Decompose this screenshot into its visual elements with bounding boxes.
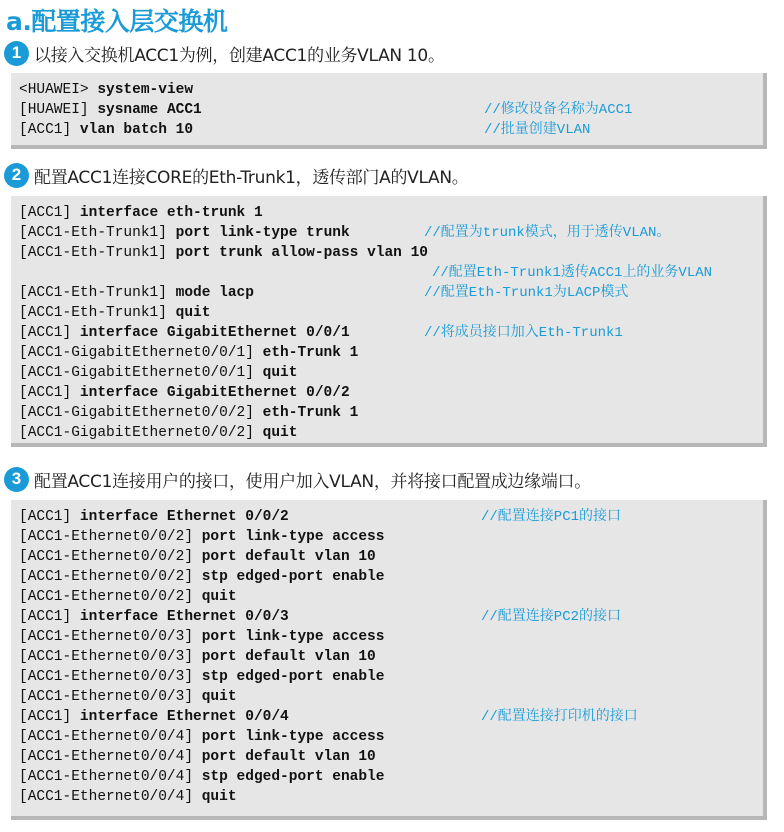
code-line [19,687,237,707]
code-line [19,707,289,727]
cli-command: eth-Trunk 1 [262,405,359,421]
code-comment: //修改设备名称为ACC1 [484,102,633,118]
cli-prompt: [ACC1] [19,325,80,341]
code-line [19,223,350,243]
code-line [19,527,384,547]
code-line [19,667,384,687]
cli-prompt: [ACC1-Ethernet0/0/3] [19,629,202,645]
cli-command: interface Ethernet 0/0/2 [79,509,289,525]
page-title: a.配置接入层交换机 [6,7,228,36]
cli-command: interface GigabitEthernet 0/0/1 [79,325,350,341]
cli-command: mode lacp [175,285,254,301]
cli-command: interface eth-trunk 1 [79,205,263,221]
cli-prompt: <HUAWEI> [19,82,98,98]
cli-command: stp edged-port enable [201,669,385,685]
code-comment: //配置Eth-Trunk1为LACP模式 [424,285,629,301]
code-line [19,203,263,223]
code-comment: //配置为trunk模式，用于透传VLAN。 [424,225,671,241]
code-line [19,383,350,403]
cli-prompt: [ACC1-Ethernet0/0/3] [19,649,202,665]
cli-command: quit [175,305,211,321]
cli-prompt: [ACC1-Ethernet0/0/3] [19,669,202,685]
code-line [19,767,384,787]
cli-command: eth-Trunk 1 [262,345,359,361]
cli-command: port link-type access [201,729,385,745]
step-number-badge: 2 [4,163,29,188]
code-line [19,343,358,363]
step-text: 配置ACC1连接用户的接口，使用户加入VLAN，并将接口配置成边缘端口。 [34,471,591,492]
cli-prompt: [ACC1-Ethernet0/0/4] [19,729,202,745]
cli-command: port default vlan 10 [201,749,376,765]
cli-command: quit [201,689,237,705]
cli-command: interface Ethernet 0/0/4 [79,709,289,725]
cli-prompt: [ACC1-Ethernet0/0/4] [19,769,202,785]
code-line [19,243,428,263]
step-number-badge: 3 [4,467,29,492]
code-comment: //配置连接PC2的接口 [481,609,622,625]
code-line [19,283,254,303]
cli-prompt: [ACC1] [19,609,80,625]
cli-command: sysname ACC1 [97,102,202,118]
code-comment: //配置连接PC1的接口 [481,509,622,525]
cli-prompt: [ACC1] [19,709,80,725]
code-line [19,727,384,747]
cli-prompt: [ACC1-Ethernet0/0/2] [19,529,202,545]
step-text: 以接入交换机ACC1为例，创建ACC1的业务VLAN 10。 [34,45,445,66]
cli-prompt: [ACC1-Eth-Trunk1] [19,305,176,321]
cli-prompt: [ACC1] [19,385,80,401]
code-line [19,567,384,587]
code-comment: //配置Eth-Trunk1透传ACC1上的业务VLAN [432,265,713,281]
cli-prompt: [ACC1-Ethernet0/0/2] [19,569,202,585]
code-line [19,323,350,343]
cli-command: stp edged-port enable [201,769,385,785]
cli-command: port default vlan 10 [201,549,376,565]
step-1-heading [4,40,445,66]
code-line [19,303,210,323]
cli-prompt: [ACC1-GigabitEthernet0/0/1] [19,365,263,381]
cli-prompt: [ACC1-Ethernet0/0/3] [19,689,202,705]
cli-prompt: [ACC1-Eth-Trunk1] [19,285,176,301]
step-3-heading [4,466,591,492]
cli-prompt: [HUAWEI] [19,102,98,118]
code-comment: //将成员接口加入Eth-Trunk1 [424,325,623,341]
code-comment: //配置连接打印机的接口 [481,709,638,725]
code-comment: //批量创建VLAN [484,122,591,138]
cli-command: quit [262,425,298,441]
cli-prompt: [ACC1-Ethernet0/0/4] [19,749,202,765]
cli-command: port link-type trunk [175,225,350,241]
code-line [19,120,193,140]
cli-command: system-view [97,82,194,98]
cli-prompt: [ACC1-Ethernet0/0/2] [19,589,202,605]
cli-command: port link-type access [201,529,385,545]
code-line [19,627,384,647]
code-line [19,80,193,100]
cli-command: quit [262,365,298,381]
cli-command: interface GigabitEthernet 0/0/2 [79,385,350,401]
code-line [19,747,376,767]
code-line [19,403,358,423]
cli-prompt: [ACC1] [19,205,80,221]
cli-prompt: [ACC1-Eth-Trunk1] [19,225,176,241]
cli-prompt: [ACC1] [19,122,80,138]
cli-command: port default vlan 10 [201,649,376,665]
code-line [19,423,297,443]
cli-prompt: [ACC1] [19,509,80,525]
code-line [19,547,376,567]
cli-prompt: [ACC1-GigabitEthernet0/0/2] [19,405,263,421]
cli-prompt: [ACC1-Ethernet0/0/2] [19,549,202,565]
code-line [19,587,237,607]
cli-prompt: [ACC1-Eth-Trunk1] [19,245,176,261]
step-2-heading [4,162,469,188]
code-line [19,363,297,383]
code-line [19,787,237,807]
cli-command: stp edged-port enable [201,569,385,585]
cli-command: quit [201,789,237,805]
cli-command: port link-type access [201,629,385,645]
cli-prompt: [ACC1-GigabitEthernet0/0/2] [19,425,263,441]
cli-prompt: [ACC1-GigabitEthernet0/0/1] [19,345,263,361]
cli-command: port trunk allow-pass vlan 10 [175,245,428,261]
code-line [19,507,289,527]
code-line [19,607,289,627]
cli-prompt: [ACC1-Ethernet0/0/4] [19,789,202,805]
code-line [19,647,376,667]
step-text: 配置ACC1连接CORE的Eth-Trunk1，透传部门A的VLAN。 [34,167,469,188]
step-number-badge: 1 [4,41,29,66]
cli-command: vlan batch 10 [79,122,194,138]
cli-command: quit [201,589,237,605]
cli-command: interface Ethernet 0/0/3 [79,609,289,625]
code-line [19,100,202,120]
